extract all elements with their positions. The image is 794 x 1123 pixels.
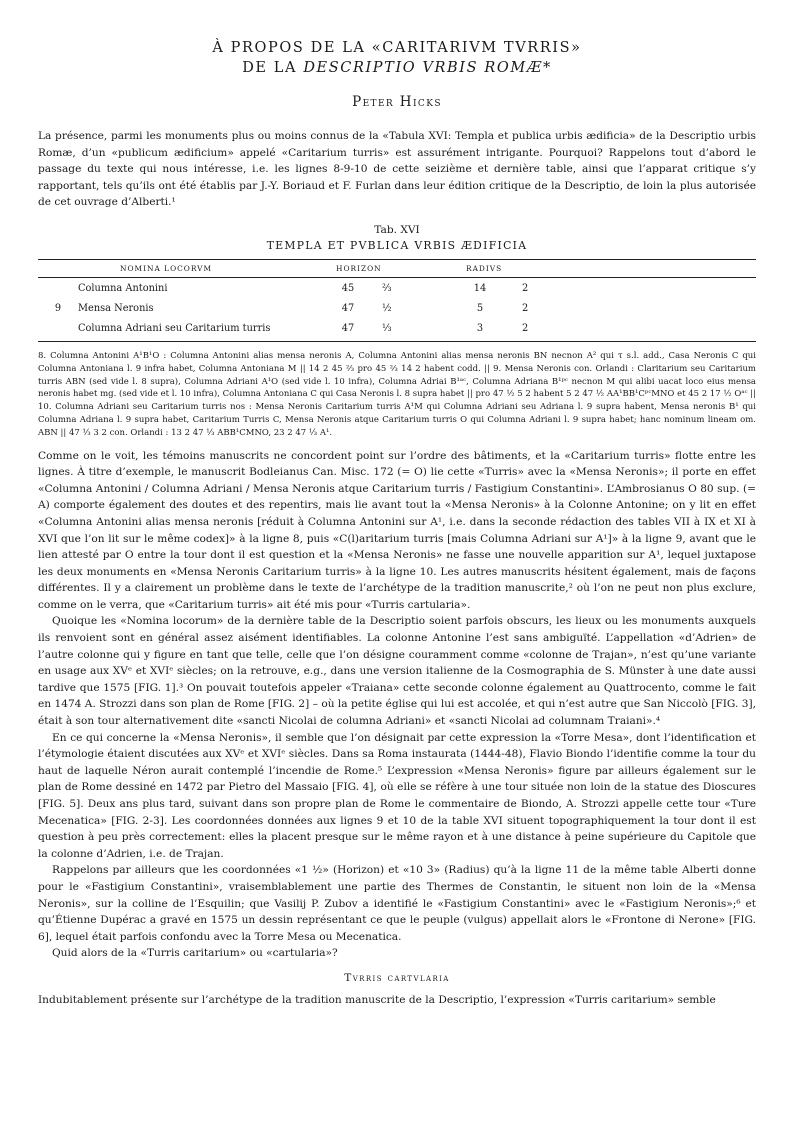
paragraph-manuscripts: Comme on le voit, les témoins manuscrits ne concordent point sur l’ordre des bâtiments, et la «Caritarium turris» flotte entre les lignes. À titre d’exemple, le manuscrit Bodleianus Can. Misc. 172 (= O) lie cette «Turris» avec la «Mensa Neronis»; il porte en effet «Columna Antonini / Columna Adriani / Mensa Neronis atque Caritarium turris / Fastigium Constantini». L’Ambrosianus O 80 sup. (= A) comporte également des doutes et des repentirs, mais lie avant tout la «Mensa Neronis» à la Colonne Antonine; on y lit en effet «Columna Antonini alias mensa neronis [réduit à Columna Antonini sur A¹, i.e. dans la seconde rédaction des tables VII à IX et XI à XVI que l’on lit sur le même codex]» à la ligne 8, puis «C(l)aritarium turris [mais Columna Adriani sur A¹]» à la ligne 9, avant que le lien attesté par O entre la tour dont il est question et la «Mensa Neronis» ne fasse une nouvelle apparition sur A¹, lequel juxtapose les deux monuments en «Mensa Neronis Caritarium turris» à la ligne 10. Les autres manuscrits hésitent également, mais de façons différentes. Il y a clairement un problème dans le texte de l’archétype de la tradition manuscrite,² où l’on ne peut non plus exclure, comme on le verra, que «Caritarium turris» ait été mis pour «Turris cartularia». [38,449,756,611]
horizon-value: 45 [341,283,355,295]
title-footnote-mark: * [542,60,552,76]
horizon-value: 47 [328,318,368,342]
table-row [38,298,756,318]
horizon-fraction: ⅓ [368,318,458,342]
table-header-row [38,259,756,277]
radius-value: 5 [476,303,484,315]
header-horizon: HORIZON [328,259,458,277]
author-name: Peter Hicks [352,94,442,110]
header-nomina: NOMINA LOCORVM [78,259,328,277]
page [38,38,756,1009]
title-prefix: DE LA [242,60,304,76]
paragraph-coordinates: Rappelons par ailleurs que les coordonnées «1 ½» (Horizon) et «10 3» (Radius) qu’à la ligne 11 de la même table Alberti donne pour le «Fastigium Constantini», vraisemblablement une partie des Thermes de Constantin, le situent non loin de la «Mensa Neronis», sur la colline de l’Esquilin; que Vasilij P. Zubov a identifié le «Fastigium Constantini» avec le «Fastigium Neronis»;⁶ et qu’Étienne Dupérac a gravé en 1575 un dessin représentant ce que le peuple (vulgus) appellait alors le «Frontone di Nerone» [FIG. 6], lequel était parfois confondu avec la Torre Mesa ou Mecenatica. [38,864,756,943]
paragraph-nomina: Quoique les «Nomina locorum» de la dernière table de la Descriptio soient parfois obscurs, les lieux ou les monuments auxquels ils renvoient sont en général assez aisément identifiables. La colonne Antonine l’est sans ambiguïté. L’appellation «d’Adrien» de l’autre colonne qui y figure en tant que telle, celle que l’on désigne couramment comme «colonne de Trajan», n’est qu’une variante en usage aux XVᵉ et XVIᵉ siècles; on la retrouve, e.g., dans une version italienne de la Cosmographia de S. Münster à une date aussi tardive que 1575 [FIG. 1].³ On pouvait toutefois appeler «Traiana» cette seconde colonne également au Quattrocento, comme le fait en 1474 A. Strozzi dans son plan de Rome [FIG. 2] – où la petite église qui lui est accolée, et qui n’est autre que San Niccolò [FIG. 3], était à son tour alternativement dite «sancti Nicolai de columna Adriani» et «sancti Nicolai ad columnam Traiani».⁴ [38,615,756,728]
radius-value: 3 [458,318,502,342]
coordinates-table [38,259,756,342]
radius-minor: 2 [502,318,756,342]
radius-minor: 2 [522,283,529,295]
line-number: 9 [54,303,62,315]
header-radius: RADIVS [458,259,756,277]
paragraph-quid: Quid alors de la «Turris caritarium» ou «cartularia»? [52,947,338,960]
nomen: Columna Adriani seu Caritarium turris [78,318,328,342]
table-row [38,318,756,342]
paragraph-mensa-neronis: En ce qui concerne la «Mensa Neronis», il semble que l’on désignait par cette expression la «Torre Mesa», dont l’identification et l’étymologie étaient discutées aux XVᵉ et XVIᵉ siècles. Dans sa Roma instaurata (1444-48), Flavio Biondo l’identifie comme la tour du haut de laquelle Néron aurait contemplé l’incendie de Rome.⁵ L’expression «Mensa Neronis» figure par ailleurs également sur le plan de Rome dessiné en 1472 par Pietro del Massaio [FIG. 4], où elle se réfère à une tour située non loin de la statue des Dioscures [FIG. 5]. Deux ans plus tard, suivant dans son propre plan de Rome le commentaire de Biondo, A. Strozzi appelle cette tour «Ture Mecenatica» [FIG. 2-3]. Les coordonnées données aux lignes 9 et 10 de la table XVI situent topographiquement la tour dont il est question à peu près correctement: elles la placent presque sur le même rayon et à une distance à peine supérieure du Capitole que la colonne d’Adrien, i.e. de Trajan. [38,731,756,860]
line-number [38,277,78,298]
section-heading: Tvrris cartvlaria [344,971,450,984]
horizon-fraction: ⅔ [382,283,392,295]
table-subtitle: TEMPLA ET PVBLICA VRBIS ÆDIFICIA [266,238,528,252]
intro-paragraph: La présence, parmi les monuments plus ou moins connus de la «Tabula XVI: Templa et publica urbis ædificia» de la Descriptio urbis Romæ, d’un «publicum ædificium» appelé «Caritarium turris» est assurément intrigante. Pourquoi? Rappelons tout d’abord le passage du texte qui nous intéresse, i.e. les lignes 8-9-10 de cette seizième et dernière table, ainsi que l’apparat critique s’y rapportant, tels qu’ils ont été établis par J.-Y. Boriaud et F. Furlan dans leur édition critique de la Descriptio, de loin la plus autorisée de cet ouvrage d’Alberti.¹ [38,130,756,209]
table-row [38,277,756,298]
article-title-line-1: À PROPOS DE LA «CARITARIVM TVRRIS» [212,40,582,56]
radius-value: 14 [473,283,487,295]
nomen: Mensa Neronis [78,303,154,315]
article-title-line-2 [38,58,756,78]
section-paragraph: Indubitablement présente sur l’archétype de la tradition manuscrite de la Descriptio, l’expression «Turris caritarium» semble [38,993,716,1006]
radius-minor: 2 [522,303,529,315]
nomen: Columna Antonini [78,283,168,295]
title-italic: DESCRIPTIO VRBIS ROMÆ [303,60,543,76]
line-number [38,318,78,342]
table-title: Tab. XVI [374,223,420,236]
horizon-fraction: ½ [382,303,392,315]
critical-apparatus: 8. Columna Antonini A¹B¹O : Columna Antonini alias mensa neronis A, Columna Antonini alias mensa neronis BN necnon A² qui τ s.l. add., Casa Neronis C qui Columna Antoniana l. 9 infra habet, Columna Antoniana M || 14 2 45 ⅔ pro 45 ⅔ 14 2 habent codd. || 9. Mensa Neronis con. Orlandi : Claritarium seu Caritarium turris ABN (sed vide l. 8 supra), Columna Adriani A¹O (sed vide l. 10 infra), Columna Adriai B¹ᵃᶜ, Columna Adriana B¹ᵖᶜ necnon M qui alibi uacat loco eius mensa neronis habet mg. (sed vide et l. 10 infra), Columna Antoniana C qui Casa Neronis l. 8 supra habet || pro 47 ½ 5 2 habent 5 2 47 ½ AA¹BB¹CᵖᶜMNO et 45 2 17 ½ Oᵃᶜ || 10. Columna Adriani seu Caritarium turris nos : Mensa Neronis Caritarium turris A¹M qui Columna Adriani seu Adriana l. 9 supra habent, Mensa neronis B¹ qui Columna Adriana l. 9 supra habet, Caritarium Turris C, Mensa Neronis atque Caritarium turris O qui Columna Adriani l. 9 supra habet; hanc nominum lineam om. ABN || 47 ⅓ 3 2 con. Orlandi : 13 2 47 ⅓ ABB¹CMNO, 23 2 47 ⅓ A¹. [38,350,756,438]
horizon-value: 47 [341,303,355,315]
